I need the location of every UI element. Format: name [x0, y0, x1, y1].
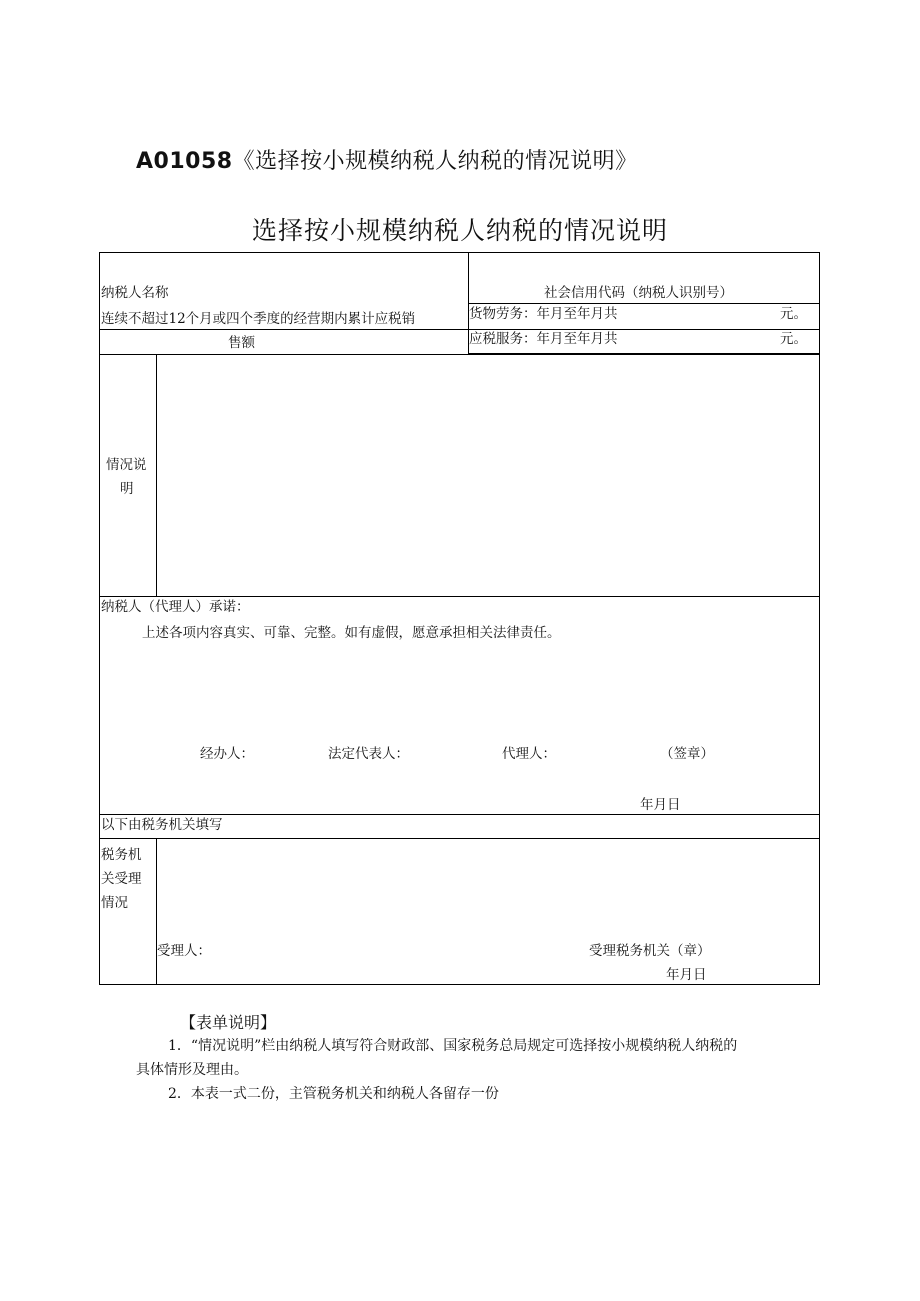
services-label: 应税服务：年月至年月共: [469, 331, 618, 347]
note-item-2: 2．本表一式二份，主管税务机关和纳税人各留存一份: [168, 1086, 499, 1102]
promise-text: 上述各项内容真实、可靠、完整。如有虚假，愿意承担相关法律责任。: [142, 625, 561, 641]
legal-rep-label: 法定代表人：: [328, 746, 409, 762]
acceptance-label-end: 情况: [101, 895, 128, 911]
acceptance-label: 税务机: [101, 847, 142, 863]
goods-label: 货物劳务：年月至年月共: [469, 306, 618, 322]
form-code: A01058: [136, 149, 233, 174]
acceptance-date-label: 年月日: [666, 967, 707, 983]
page-title: 选择按小规模纳税人纳税的情况说明: [251, 216, 668, 245]
situation-label-cont: 明: [120, 481, 134, 497]
situation-label: 情况说: [106, 457, 147, 473]
promise-label: 纳税人（代理人）承诺：: [101, 599, 250, 615]
row-divider: [100, 329, 820, 330]
row-divider: [100, 814, 820, 815]
row-divider: [100, 838, 820, 839]
row-divider: [100, 596, 820, 597]
row-divider: [468, 303, 820, 304]
notes-title: 【表单说明】: [180, 1013, 277, 1032]
form-table: [99, 252, 820, 985]
handler-label: 经办人：: [200, 746, 254, 762]
seal-label: （签章）: [660, 746, 714, 762]
row-divider: [100, 354, 820, 355]
credit-code-label: 社会信用代码（纳税人识别号）: [544, 285, 733, 301]
tax-office-seal-label: 受理税务机关（章）: [589, 943, 711, 959]
tax-office-fill-label: 以下由税务机关填写: [101, 817, 223, 833]
column-divider: [156, 354, 157, 596]
agent-label: 代理人：: [502, 746, 556, 762]
services-unit: 元。: [780, 331, 807, 347]
goods-unit: 元。: [780, 306, 807, 322]
acceptance-label-cont: 关受理: [101, 871, 142, 887]
form-code-name: 《选择按小规模纳税人纳税的情况说明》: [232, 149, 638, 174]
note-item-1-cont: 具体情形及理由。: [136, 1062, 248, 1078]
sales-label-cont: 售额: [228, 335, 255, 351]
note-item-1: 1．“情况说明”栏由纳税人填写符合财政部、国家税务总局规定可选择按小规模纳税人纳税的: [168, 1038, 738, 1054]
taxpayer-name-label: 纳税人名称: [101, 285, 169, 301]
promise-date-label: 年月日: [640, 797, 681, 813]
form-code-title: [136, 144, 638, 175]
column-divider: [156, 838, 157, 985]
receiver-label: 受理人：: [157, 943, 211, 959]
sales-label: 连续不超过12个月或四个季度的经营期内累计应税销: [101, 311, 416, 327]
